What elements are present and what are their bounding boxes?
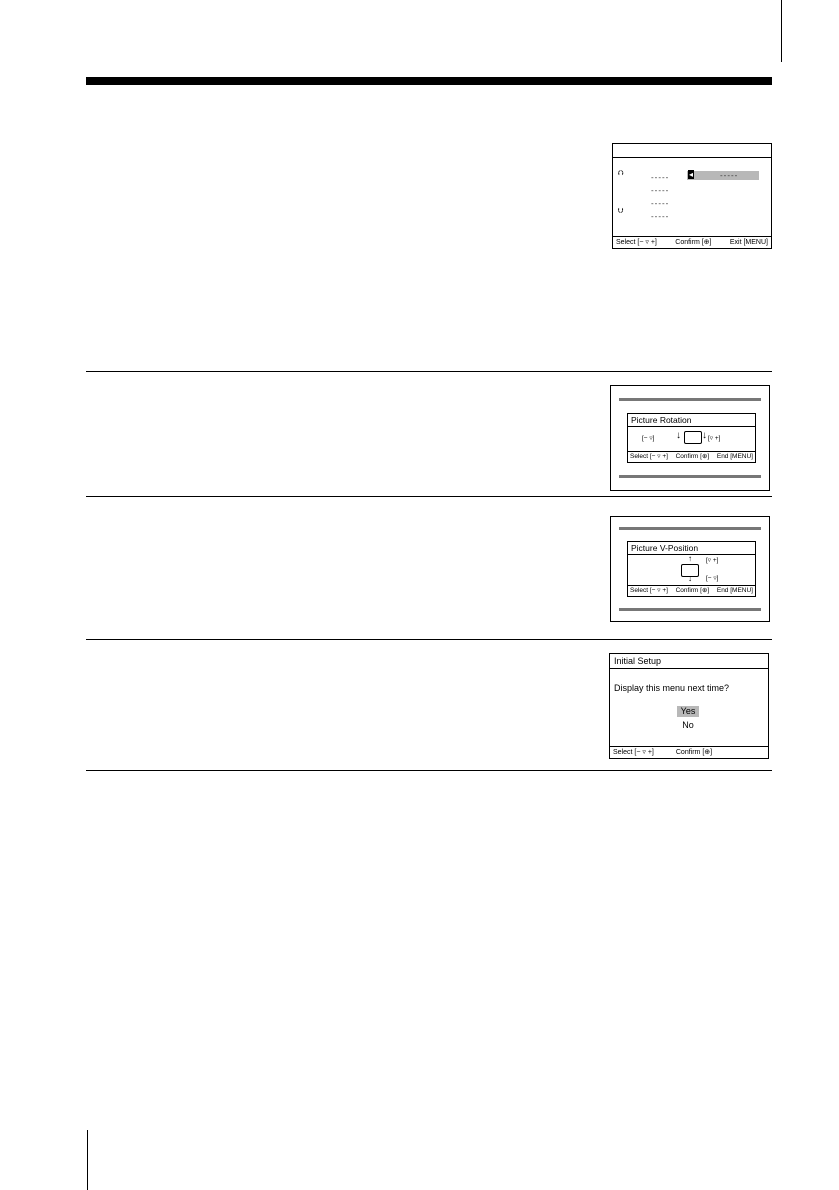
rotate-ccw-icon: ↓ xyxy=(676,430,681,441)
confirm-hint: Confirm [⊕] xyxy=(675,239,712,246)
page-edge-line xyxy=(781,0,782,62)
vposition-dialog xyxy=(627,541,756,597)
end-hint: End [MENU] xyxy=(716,453,753,460)
rotation-osd-screen xyxy=(610,385,770,491)
selected-value: ----- xyxy=(720,171,739,180)
header-rule xyxy=(86,77,772,85)
rotation-footer xyxy=(628,451,755,462)
section-divider xyxy=(86,496,772,497)
section-divider xyxy=(86,639,772,640)
rotation-title: Picture Rotation xyxy=(628,414,755,427)
initial-setup-title: Initial Setup xyxy=(610,654,768,669)
initial-setup-footer xyxy=(610,748,768,758)
confirm-hint: Confirm [⊕] xyxy=(675,749,713,756)
rotate-right-control: [▿ +] xyxy=(708,435,721,442)
menu-osd-title-line xyxy=(613,157,771,158)
rotate-cw-icon: ↓ xyxy=(702,430,707,441)
menu-item: ----- xyxy=(651,199,670,208)
vposition-title: Picture V-Position xyxy=(628,542,755,555)
up-arrow-icon: ↑ xyxy=(688,554,692,563)
section-divider xyxy=(86,770,772,771)
up-control: [▿ +] xyxy=(706,557,719,564)
top-bar xyxy=(619,527,761,530)
menu-item: ----- xyxy=(651,212,670,221)
menu-osd-footer-line xyxy=(613,236,771,237)
vposition-footer xyxy=(628,585,755,596)
bottom-bar xyxy=(619,475,761,478)
vposition-osd-screen xyxy=(610,516,770,622)
rotation-controls xyxy=(628,428,755,448)
menu-item: ----- xyxy=(651,186,670,195)
menu-item: ----- xyxy=(651,173,670,182)
initial-setup-question: Display this menu next time? xyxy=(614,683,730,693)
select-hint: Select [− ▿ +] xyxy=(630,453,668,460)
selected-value-bar xyxy=(687,171,759,180)
confirm-hint: Confirm [⊕] xyxy=(675,453,710,460)
option-yes[interactable]: Yes xyxy=(677,706,699,717)
menu-osd-footer xyxy=(613,238,771,248)
vposition-controls xyxy=(628,554,755,582)
screen-box-icon xyxy=(684,431,702,444)
section-divider xyxy=(86,371,772,372)
up-arrow-icon: ⮉ xyxy=(618,170,624,177)
select-hint: Select [− ▿ +] xyxy=(616,239,657,246)
select-hint: Select [− ▿ +] xyxy=(613,749,654,756)
setup-footer-line xyxy=(610,746,768,747)
down-control: [− ▿] xyxy=(706,575,719,582)
return-arrow-icon: ◂ xyxy=(689,170,694,179)
rotate-left-control: [− ▿] xyxy=(642,435,655,442)
down-arrow-icon: ⮋ xyxy=(618,208,624,215)
end-hint: End [MENU] xyxy=(716,587,753,594)
down-arrow-icon: ↓ xyxy=(688,574,692,583)
confirm-hint: Confirm [⊕] xyxy=(675,587,710,594)
bottom-bar xyxy=(619,608,761,611)
initial-setup-osd-screen xyxy=(609,653,769,759)
page-margin-line xyxy=(87,1130,88,1190)
select-hint: Select [− ▿ +] xyxy=(630,587,668,594)
option-no[interactable]: No xyxy=(682,720,694,730)
menu-osd-screen xyxy=(612,143,772,249)
top-bar xyxy=(619,398,761,401)
exit-hint: Exit [MENU] xyxy=(729,239,768,246)
rotation-dialog xyxy=(627,413,756,463)
